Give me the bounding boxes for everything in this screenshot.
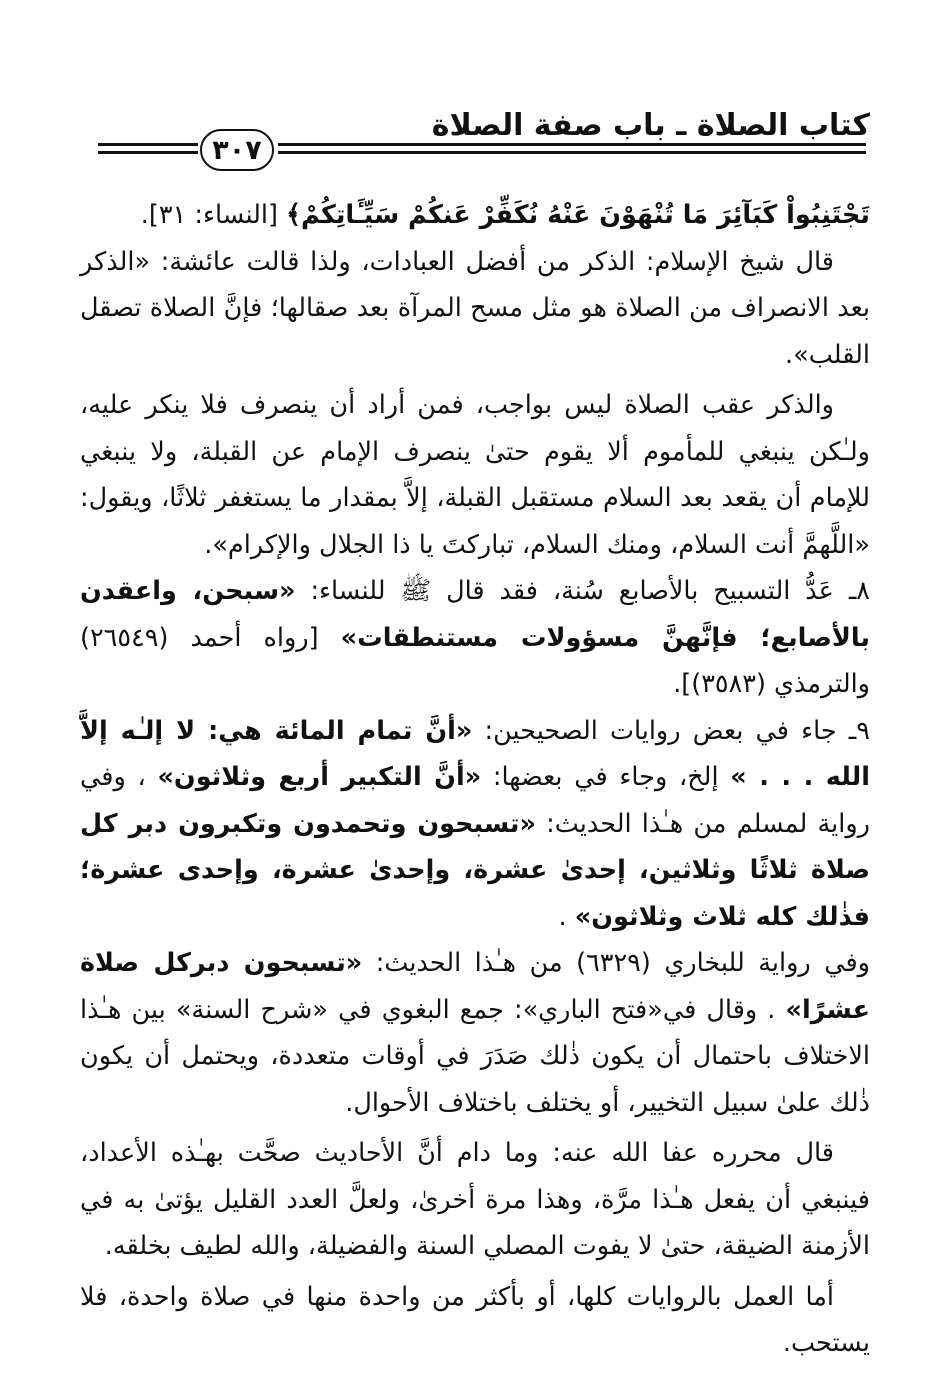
header-rule-right-top — [278, 143, 866, 146]
list-item-8-hadith-quote: «سبحن، واعقدن بالأصابع؛ فإنَّهنَّ مسؤولات مستنطقات» — [80, 576, 870, 653]
header-rule-left-bottom — [98, 151, 198, 154]
paragraph-sheikh-al-islam: قال شيخ الإسلام: الذكر من أفضل العبادات، ولذا قالت عائشة: «الذكر بعد الانصراف من الصلاة هو مثل مسح المرآة بعد صقالها؛ فإنَّ الصلاة تصقل القلب». — [80, 246, 870, 370]
quran-reference: [النساء: ٣١]. — [140, 200, 278, 230]
list-item-9-quote-3: «تسبحون وتحمدون وتكبرون دبر كل صلاة ثلاثًا وثلاثين، إحدىٰ عشرة، وإحدىٰ عشرة، وإحدى عشرة؛ فذٰلك كله ثلاث وثلاثون» — [80, 808, 870, 932]
list-item-9-text-1: جاء في بعض روايات الصحيحين: — [472, 715, 837, 746]
bukhari-text-2: . وقال في«فتح الباري»: جمع البغوي في «شرح السنة» بين هـٰذا الاختلاف باحتمال أن يكون ذٰلك صَدَرَ في أوقات متعددة، ويحتمل أن يكون ذٰلك علىٰ سبيل التخيير، أو يختلف باختلاف الأحوال. — [80, 994, 870, 1118]
bukhari-quote: «تسبحون دبركل صلاة عشرًا» — [80, 948, 870, 1025]
list-item-9-number: ٩ـ — [848, 715, 870, 746]
page-body — [80, 192, 870, 1367]
running-header-title: كتاب الصلاة ـ باب صفة الصلاة — [431, 108, 870, 143]
list-item-8-number: ٨ـ — [848, 576, 870, 606]
page-number-badge — [200, 129, 274, 171]
bukhari-text-1: وفي رواية للبخاري (٦٣٢٩) من هـٰذا الحديث: — [362, 948, 870, 978]
header-rule-left-top — [98, 143, 198, 146]
quran-verse: تَجْتَنِبُواْ كَبَآئِرَ مَا تُنْهَوْنَ عَنْهُ نُكَفِّرْ عَنكُمْ سَيِّـَٔاتِكُمْ﴾ — [286, 200, 870, 230]
list-item-9-quote-1: «أنَّ تمام المائة هي: لا إلـٰه إلاَّ الله . . . » — [80, 715, 870, 792]
header-rule-right-bottom — [278, 151, 866, 154]
list-item-8-text: عَدُّ التسبيح بالأصابع سُنة، فقد قال ﷺ للنساء: — [295, 576, 834, 606]
page-number: ٣٠٧ — [212, 134, 262, 166]
list-item-8 — [80, 568, 870, 708]
list-item-9-text-3: ، وفي رواية لمسلم من هـٰذا الحديث: — [80, 762, 870, 839]
paragraph-dhikr-after-prayer: والذكر عقب الصلاة ليس بواجب، فمن أراد أن ينصرف فلا ينكر عليه، ولـٰكن ينبغي للمأموم ألا يقوم حتىٰ ينصرف الإمام عن القبلة، ولا ينبغي للإمام أن يقعد بعد السلام مستقبل القبلة، إلاَّ بمقدار ما يستغفر ثلاثًا، ويقول: «اللَّهمَّ أنت السلام، ومنك السلام، تباركتَ يا ذا الجلال والإكرام». — [80, 390, 870, 560]
list-item-9-quote-2: «أنَّ التكبير أربع وثلاثون» — [157, 762, 482, 792]
quran-verse-line — [80, 192, 870, 239]
paragraph-bukhari-riwaya — [80, 940, 870, 1126]
paragraph-author-note: قال محرره عفا الله عنه: وما دام أنَّ الأحاديث صحَّت بهـٰذه الأعداد، فينبغي أن يفعل هـٰذا مرَّة، وهذا مرة أخرىٰ، ولعلَّ العدد القليل يؤتىٰ به في الأزمنة الضيقة، حتىٰ لا يفوت المصلي السنة والفضيلة، والله لطيف بخلقه. — [80, 1138, 870, 1261]
list-item-8-reference: [رواه أحمد (٢٦٥٤٩) والترمذي (٣٥٨٣)]. — [80, 622, 870, 699]
list-item-9-text-4: . — [558, 901, 567, 932]
paragraph-conclusion: أما العمل بالروايات كلها، أو بأكثر من واحدة منها في صلاة واحدة، فلا يستحب. — [80, 1281, 870, 1358]
list-item-9 — [80, 708, 870, 941]
list-item-9-text-2: إلخ، وجاء في بعضها: — [481, 762, 719, 792]
